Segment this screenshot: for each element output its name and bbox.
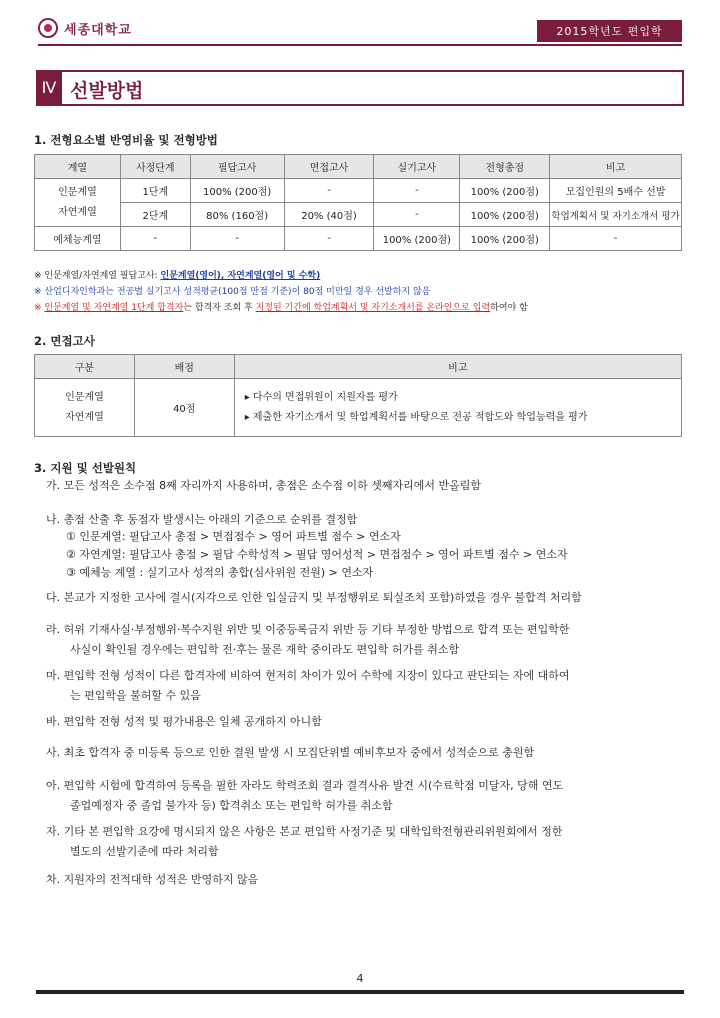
- table-row: [35, 379, 682, 437]
- section3-title: 3. 지원 및 선발원칙: [34, 461, 137, 475]
- table-header-cell: 전형총점: [460, 155, 550, 179]
- rule-cha: 차. 지원자의 전적대학 성적은 반영하지 않음: [46, 873, 259, 886]
- table-row: [35, 179, 682, 203]
- note-text: 하여야 함: [490, 303, 528, 313]
- rule-da: 다. 본교가 지정한 고사에 결시(지각으로 인한 입실금지 및 부정행위로 퇴실조치 포함)하였을 경우 불합격 처리함: [46, 591, 582, 604]
- rule-line: 라. 허위 기재사실·부정행위·복수지원 위반 및 이중등록금지 위반 등 기타 부정한 방법으로 합격 또는 편입학한: [46, 623, 570, 636]
- rule-na-3: ③ 예체능 계열 : 실기고사 성적의 총합(심사위원 전원) > 연소자: [66, 566, 374, 579]
- remarks-cell: [234, 379, 681, 437]
- note-written-exam: [34, 268, 320, 281]
- group-label: 인문계열: [58, 186, 97, 198]
- table-cell: 20% (40점): [284, 203, 374, 227]
- group-cell: [35, 179, 121, 227]
- table-header-cell: 비고: [550, 155, 682, 179]
- bullet-text: 제출한 자기소개서 및 학업계획서를 바탕으로 전공 적합도와 학업능력을 평가: [252, 411, 588, 423]
- section-banner: [36, 70, 684, 106]
- table-cell: -: [284, 227, 374, 251]
- page-header: [38, 18, 682, 46]
- rule-ra: [46, 620, 686, 660]
- table-cell: 100% (200점): [460, 179, 550, 203]
- rule-line: 자. 기타 본 편입학 요강에 명시되지 않은 사항은 본교 편입학 사정기준 및 대학입학전형관리위원회에서 정한: [46, 825, 563, 838]
- table-header-cell: 실기고사: [374, 155, 460, 179]
- table-cell: 100% (200점): [374, 227, 460, 251]
- table-header-cell: 면접고사: [284, 155, 374, 179]
- note-highlight: 지정된 기간에 학업계획서 및 자기소개서를 온라인으로 입력: [255, 303, 491, 313]
- table-row: [35, 203, 682, 227]
- header-divider: [38, 44, 682, 46]
- group-label: 인문계열: [65, 391, 104, 403]
- rule-line: 마. 편입학 전형 성적이 다른 합격자에 비하여 현저히 차이가 있어 수학에 지장이 있다고 판단되는 자에 대하여: [46, 669, 570, 682]
- table-cell: 모집인원의 5배수 선발: [550, 179, 682, 203]
- rule-sa: 사. 최초 합격자 중 미등록 등으로 인한 결원 발생 시 모집단위별 예비후보자 중에서 성적순으로 충원함: [46, 746, 535, 759]
- table-cell: 40점: [134, 379, 234, 437]
- rule-a: [46, 776, 686, 816]
- rule-na-2: ② 자연계열: 필답고사 총점 > 필답 수학성적 > 필답 영어성적 > 면접점수 > 영어 파트별 점수 > 연소자: [66, 548, 568, 561]
- table-header-row: [35, 355, 682, 379]
- note-design-dept: ※ 산업디자인학과는 전공별 실기고사 성적평균(100점 만점 기준)이 80점 미만일 경우 선발하지 않음: [34, 287, 431, 297]
- rule-line: 는 편입학을 불허할 수 있음: [70, 689, 201, 702]
- rule-ja: [46, 822, 686, 862]
- group-label: 자연계열: [65, 411, 104, 423]
- table-header-row: [35, 155, 682, 179]
- table-cell: -: [190, 227, 284, 251]
- table-row: [35, 227, 682, 251]
- table-cell: 80% (160점): [190, 203, 284, 227]
- bullet-item: ▸ 다수의 면접위원이 지원자를 평가: [244, 391, 398, 403]
- rule-ga: 가. 모든 성적은 소수점 8째 자리까지 사용하며, 총점은 소수점 이하 셋째자리에서 반올림함: [46, 479, 481, 492]
- page-number: 4: [356, 972, 364, 985]
- banner-title: 선발방법: [70, 80, 144, 102]
- note-text: ※: [34, 303, 45, 313]
- rule-na-1: ① 인문계열: 필답고사 총점 > 면접점수 > 영어 파트별 점수 > 연소자: [66, 530, 401, 543]
- selection-ratio-table: [34, 154, 682, 251]
- rule-ba: 바. 편입학 전형 성적 및 평가내용은 일체 공개하지 아니함: [46, 715, 322, 728]
- bullet-text: 다수의 면접위원이 지원자를 평가: [252, 391, 398, 403]
- banner-number: Ⅳ: [36, 70, 62, 106]
- table-cell: -: [374, 179, 460, 203]
- note-online-submit: [34, 300, 528, 313]
- table-cell: 100% (200점): [190, 179, 284, 203]
- table-cell: 1단계: [120, 179, 190, 203]
- note-text: ※ 인문계열/자연계열 필답고사:: [34, 271, 161, 281]
- table-cell: -: [120, 227, 190, 251]
- rule-line: 아. 편입학 시험에 합격하여 등록을 필한 자라도 학력조회 결과 결격사유 발견 시(수료학점 미달자, 당해 연도: [46, 779, 564, 792]
- table-header-cell: 계열: [35, 155, 121, 179]
- bullet-item: ▸ 제출한 자기소개서 및 학업계획서를 바탕으로 전공 적합도와 학업능력을 평가: [244, 411, 588, 423]
- table-header-cell: 배점: [134, 355, 234, 379]
- table-cell: -: [284, 179, 374, 203]
- group-label: 자연계열: [58, 206, 97, 218]
- note-highlight: 인문계열 및 자연계열 1단계 합격자: [44, 303, 184, 313]
- year-badge: 2015학년도 편입학: [537, 20, 682, 42]
- logo-text: 세종대학교: [64, 22, 132, 38]
- section1-title: 1. 전형요소별 반영비율 및 전형방법: [34, 133, 218, 147]
- table-cell: 100% (200점): [460, 227, 550, 251]
- table-header-cell: 사정단계: [120, 155, 190, 179]
- table-header-cell: 구분: [35, 355, 135, 379]
- table-header-cell: 필답고사: [190, 155, 284, 179]
- footer-divider: [36, 990, 684, 994]
- rule-na: 나. 총점 산출 후 동점자 발생시는 아래의 기준으로 순위를 결정함: [46, 513, 358, 526]
- table-cell: 2단계: [120, 203, 190, 227]
- section2-title: 2. 면접고사: [34, 334, 95, 348]
- table-cell: 예체능계열: [35, 227, 121, 251]
- note-text: 는 합격자 조회 후: [183, 303, 256, 313]
- table-header-cell: 비고: [234, 355, 681, 379]
- table-cell: 100% (200점): [460, 203, 550, 227]
- group-cell: [35, 379, 135, 437]
- university-logo: [38, 18, 132, 38]
- table-cell: -: [550, 227, 682, 251]
- rule-line: 졸업예정자 중 졸업 불가자 등) 합격취소 또는 편입학 허가를 취소함: [70, 799, 393, 812]
- rule-ma: [46, 666, 686, 706]
- interview-table: [34, 354, 682, 437]
- table-cell: -: [374, 203, 460, 227]
- note-highlight: 인문계열(영어), 자연계열(영어 및 수학): [160, 271, 321, 281]
- rule-line: 별도의 선발기준에 따라 처리함: [70, 845, 219, 858]
- table-cell: 학업계획서 및 자기소개서 평가: [550, 203, 682, 227]
- rule-line: 사실이 확인될 경우에는 편입학 전·후는 물론 재학 중이라도 편입학 허가를 취소함: [70, 643, 460, 656]
- university-seal-icon: [38, 18, 58, 38]
